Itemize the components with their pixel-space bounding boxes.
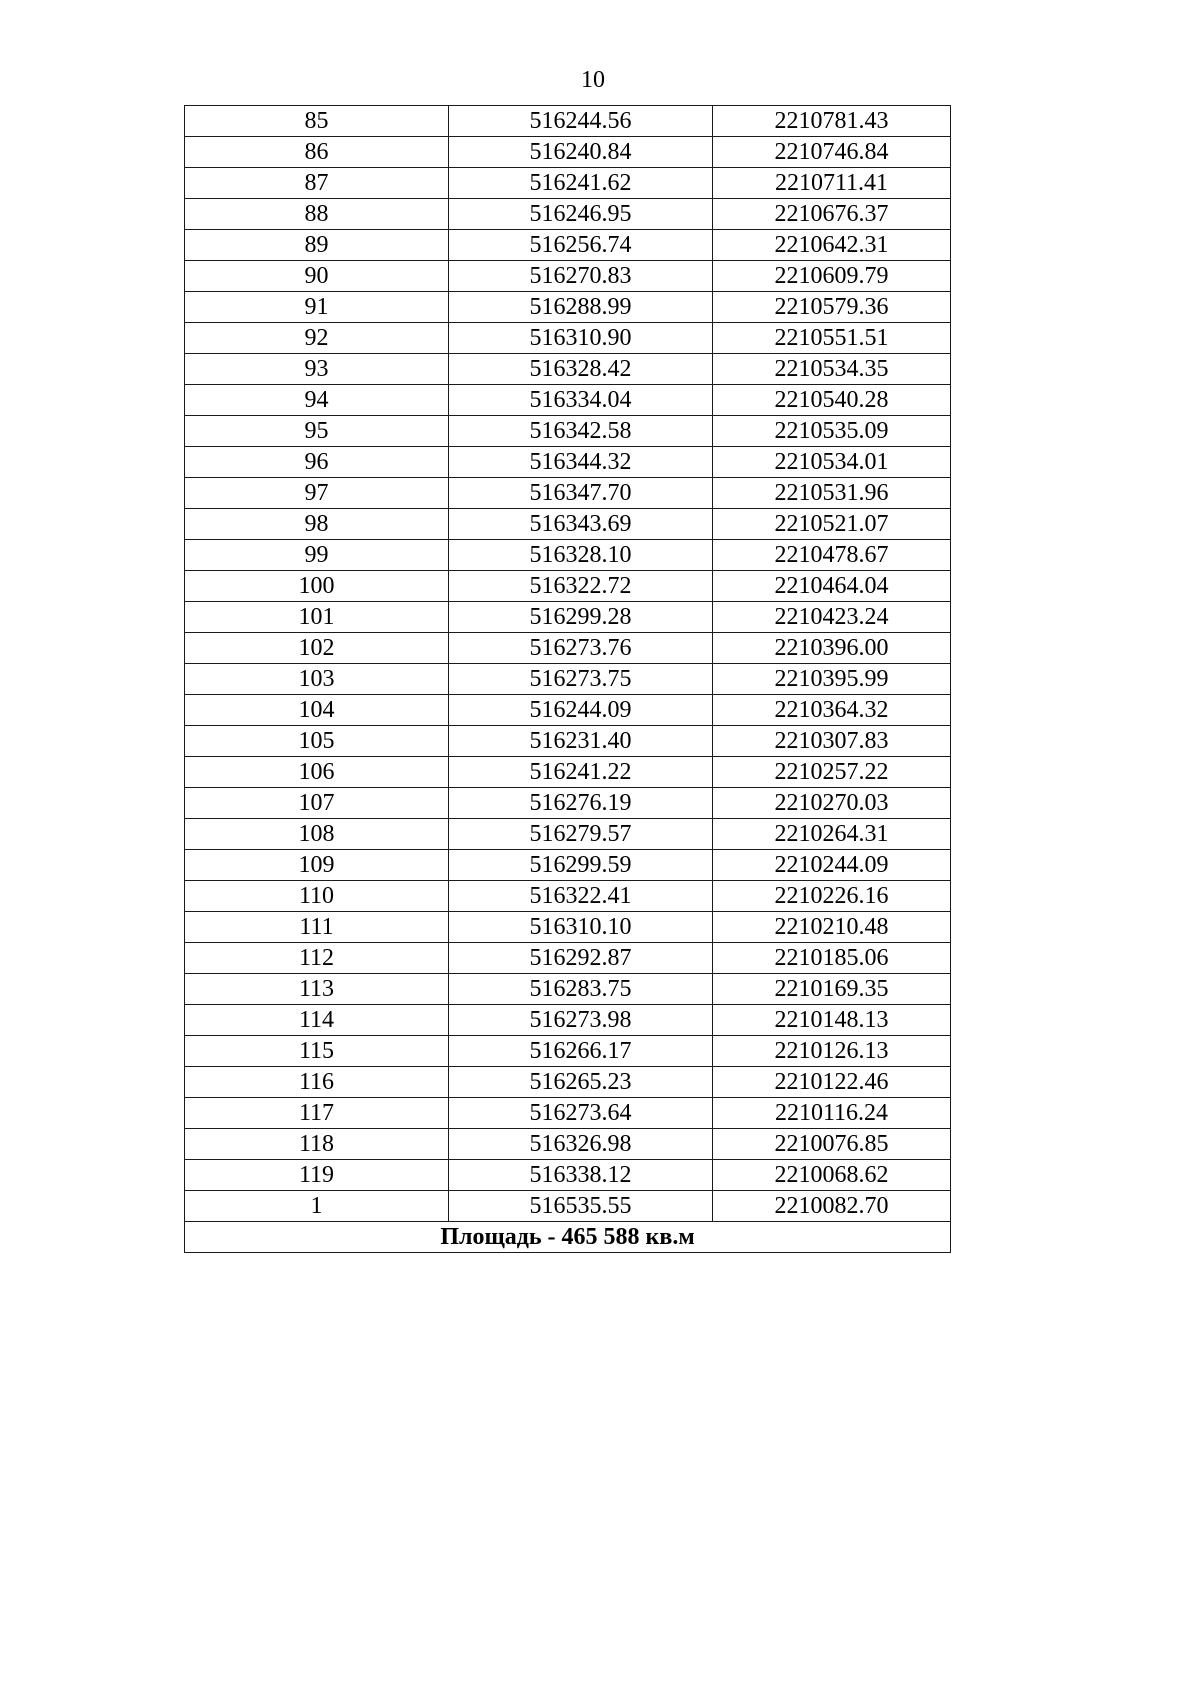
y-coordinate-cell: 2210535.09 xyxy=(713,416,951,447)
y-coordinate-cell: 2210395.99 xyxy=(713,664,951,695)
table-row xyxy=(185,199,951,230)
y-coordinate-cell: 2210185.06 xyxy=(713,943,951,974)
x-coordinate-cell: 516288.99 xyxy=(449,292,713,323)
y-coordinate-cell: 2210226.16 xyxy=(713,881,951,912)
x-coordinate-cell: 516276.19 xyxy=(449,788,713,819)
table-row xyxy=(185,447,951,478)
point-number-cell: 113 xyxy=(185,974,449,1005)
y-coordinate-cell: 2210169.35 xyxy=(713,974,951,1005)
point-number-cell: 92 xyxy=(185,323,449,354)
table-row xyxy=(185,1129,951,1160)
x-coordinate-cell: 516231.40 xyxy=(449,726,713,757)
table-row xyxy=(185,1005,951,1036)
y-coordinate-cell: 2210210.48 xyxy=(713,912,951,943)
y-coordinate-cell: 2210676.37 xyxy=(713,199,951,230)
page-number: 10 xyxy=(581,67,605,93)
x-coordinate-cell: 516299.28 xyxy=(449,602,713,633)
y-coordinate-cell: 2210076.85 xyxy=(713,1129,951,1160)
y-coordinate-cell: 2210521.07 xyxy=(713,509,951,540)
y-coordinate-cell: 2210579.36 xyxy=(713,292,951,323)
point-number-cell: 97 xyxy=(185,478,449,509)
x-coordinate-cell: 516273.75 xyxy=(449,664,713,695)
x-coordinate-cell: 516244.09 xyxy=(449,695,713,726)
x-coordinate-cell: 516270.83 xyxy=(449,261,713,292)
x-coordinate-cell: 516343.69 xyxy=(449,509,713,540)
x-coordinate-cell: 516344.32 xyxy=(449,447,713,478)
table-row xyxy=(185,230,951,261)
table-row xyxy=(185,788,951,819)
point-number-cell: 93 xyxy=(185,354,449,385)
x-coordinate-cell: 516299.59 xyxy=(449,850,713,881)
y-coordinate-cell: 2210609.79 xyxy=(713,261,951,292)
x-coordinate-cell: 516266.17 xyxy=(449,1036,713,1067)
y-coordinate-cell: 2210244.09 xyxy=(713,850,951,881)
y-coordinate-cell: 2210270.03 xyxy=(713,788,951,819)
y-coordinate-cell: 2210257.22 xyxy=(713,757,951,788)
table-row xyxy=(185,912,951,943)
x-coordinate-cell: 516310.10 xyxy=(449,912,713,943)
x-coordinate-cell: 516273.98 xyxy=(449,1005,713,1036)
point-number-cell: 98 xyxy=(185,509,449,540)
table-row xyxy=(185,478,951,509)
table-row xyxy=(185,1067,951,1098)
y-coordinate-cell: 2210534.35 xyxy=(713,354,951,385)
point-number-cell: 116 xyxy=(185,1067,449,1098)
point-number-cell: 102 xyxy=(185,633,449,664)
y-coordinate-cell: 2210116.24 xyxy=(713,1098,951,1129)
x-coordinate-cell: 516283.75 xyxy=(449,974,713,1005)
point-number-cell: 100 xyxy=(185,571,449,602)
table-row xyxy=(185,1036,951,1067)
x-coordinate-cell: 516334.04 xyxy=(449,385,713,416)
point-number-cell: 90 xyxy=(185,261,449,292)
y-coordinate-cell: 2210711.41 xyxy=(713,168,951,199)
point-number-cell: 114 xyxy=(185,1005,449,1036)
table-row xyxy=(185,106,951,137)
point-number-cell: 106 xyxy=(185,757,449,788)
x-coordinate-cell: 516535.55 xyxy=(449,1191,713,1222)
x-coordinate-cell: 516328.10 xyxy=(449,540,713,571)
point-number-cell: 87 xyxy=(185,168,449,199)
coordinates-table-body xyxy=(185,106,951,1222)
table-row xyxy=(185,974,951,1005)
table-row xyxy=(185,261,951,292)
x-coordinate-cell: 516273.64 xyxy=(449,1098,713,1129)
point-number-cell: 118 xyxy=(185,1129,449,1160)
point-number-cell: 105 xyxy=(185,726,449,757)
x-coordinate-cell: 516279.57 xyxy=(449,819,713,850)
y-coordinate-cell: 2210264.31 xyxy=(713,819,951,850)
table-row xyxy=(185,943,951,974)
x-coordinate-cell: 516241.22 xyxy=(449,757,713,788)
table-row xyxy=(185,726,951,757)
y-coordinate-cell: 2210746.84 xyxy=(713,137,951,168)
table-row xyxy=(185,695,951,726)
table-row xyxy=(185,664,951,695)
table-row xyxy=(185,757,951,788)
x-coordinate-cell: 516273.76 xyxy=(449,633,713,664)
y-coordinate-cell: 2210122.46 xyxy=(713,1067,951,1098)
x-coordinate-cell: 516246.95 xyxy=(449,199,713,230)
y-coordinate-cell: 2210781.43 xyxy=(713,106,951,137)
y-coordinate-cell: 2210148.13 xyxy=(713,1005,951,1036)
point-number-cell: 89 xyxy=(185,230,449,261)
table-row xyxy=(185,137,951,168)
point-number-cell: 1 xyxy=(185,1191,449,1222)
table-row xyxy=(185,540,951,571)
coordinates-table xyxy=(184,105,951,1253)
y-coordinate-cell: 2210082.70 xyxy=(713,1191,951,1222)
table-row xyxy=(185,416,951,447)
point-number-cell: 94 xyxy=(185,385,449,416)
y-coordinate-cell: 2210464.04 xyxy=(713,571,951,602)
point-number-cell: 91 xyxy=(185,292,449,323)
y-coordinate-cell: 2210540.28 xyxy=(713,385,951,416)
point-number-cell: 115 xyxy=(185,1036,449,1067)
x-coordinate-cell: 516322.72 xyxy=(449,571,713,602)
y-coordinate-cell: 2210068.62 xyxy=(713,1160,951,1191)
table-row xyxy=(185,819,951,850)
table-row xyxy=(185,168,951,199)
table-row xyxy=(185,509,951,540)
y-coordinate-cell: 2210478.67 xyxy=(713,540,951,571)
table-row xyxy=(185,1098,951,1129)
point-number-cell: 111 xyxy=(185,912,449,943)
table-row xyxy=(185,323,951,354)
table-row xyxy=(185,602,951,633)
x-coordinate-cell: 516338.12 xyxy=(449,1160,713,1191)
y-coordinate-cell: 2210307.83 xyxy=(713,726,951,757)
table-row xyxy=(185,1160,951,1191)
point-number-cell: 85 xyxy=(185,106,449,137)
y-coordinate-cell: 2210364.32 xyxy=(713,695,951,726)
point-number-cell: 101 xyxy=(185,602,449,633)
x-coordinate-cell: 516292.87 xyxy=(449,943,713,974)
point-number-cell: 86 xyxy=(185,137,449,168)
point-number-cell: 108 xyxy=(185,819,449,850)
y-coordinate-cell: 2210396.00 xyxy=(713,633,951,664)
point-number-cell: 104 xyxy=(185,695,449,726)
area-total-cell: Площадь - 465 588 кв.м xyxy=(185,1222,951,1253)
y-coordinate-cell: 2210551.51 xyxy=(713,323,951,354)
x-coordinate-cell: 516326.98 xyxy=(449,1129,713,1160)
point-number-cell: 119 xyxy=(185,1160,449,1191)
x-coordinate-cell: 516265.23 xyxy=(449,1067,713,1098)
x-coordinate-cell: 516244.56 xyxy=(449,106,713,137)
table-row xyxy=(185,292,951,323)
y-coordinate-cell: 2210126.13 xyxy=(713,1036,951,1067)
y-coordinate-cell: 2210534.01 xyxy=(713,447,951,478)
x-coordinate-cell: 516241.62 xyxy=(449,168,713,199)
point-number-cell: 112 xyxy=(185,943,449,974)
point-number-cell: 117 xyxy=(185,1098,449,1129)
point-number-cell: 109 xyxy=(185,850,449,881)
x-coordinate-cell: 516328.42 xyxy=(449,354,713,385)
table-row xyxy=(185,354,951,385)
point-number-cell: 99 xyxy=(185,540,449,571)
point-number-cell: 96 xyxy=(185,447,449,478)
point-number-cell: 95 xyxy=(185,416,449,447)
area-row xyxy=(185,1222,951,1253)
y-coordinate-cell: 2210531.96 xyxy=(713,478,951,509)
x-coordinate-cell: 516240.84 xyxy=(449,137,713,168)
x-coordinate-cell: 516322.41 xyxy=(449,881,713,912)
point-number-cell: 103 xyxy=(185,664,449,695)
point-number-cell: 110 xyxy=(185,881,449,912)
y-coordinate-cell: 2210642.31 xyxy=(713,230,951,261)
x-coordinate-cell: 516347.70 xyxy=(449,478,713,509)
table-row xyxy=(185,633,951,664)
y-coordinate-cell: 2210423.24 xyxy=(713,602,951,633)
x-coordinate-cell: 516256.74 xyxy=(449,230,713,261)
point-number-cell: 107 xyxy=(185,788,449,819)
table-row xyxy=(185,385,951,416)
x-coordinate-cell: 516342.58 xyxy=(449,416,713,447)
table-row xyxy=(185,881,951,912)
table-row xyxy=(185,571,951,602)
x-coordinate-cell: 516310.90 xyxy=(449,323,713,354)
table-row xyxy=(185,850,951,881)
table-row xyxy=(185,1191,951,1222)
point-number-cell: 88 xyxy=(185,199,449,230)
